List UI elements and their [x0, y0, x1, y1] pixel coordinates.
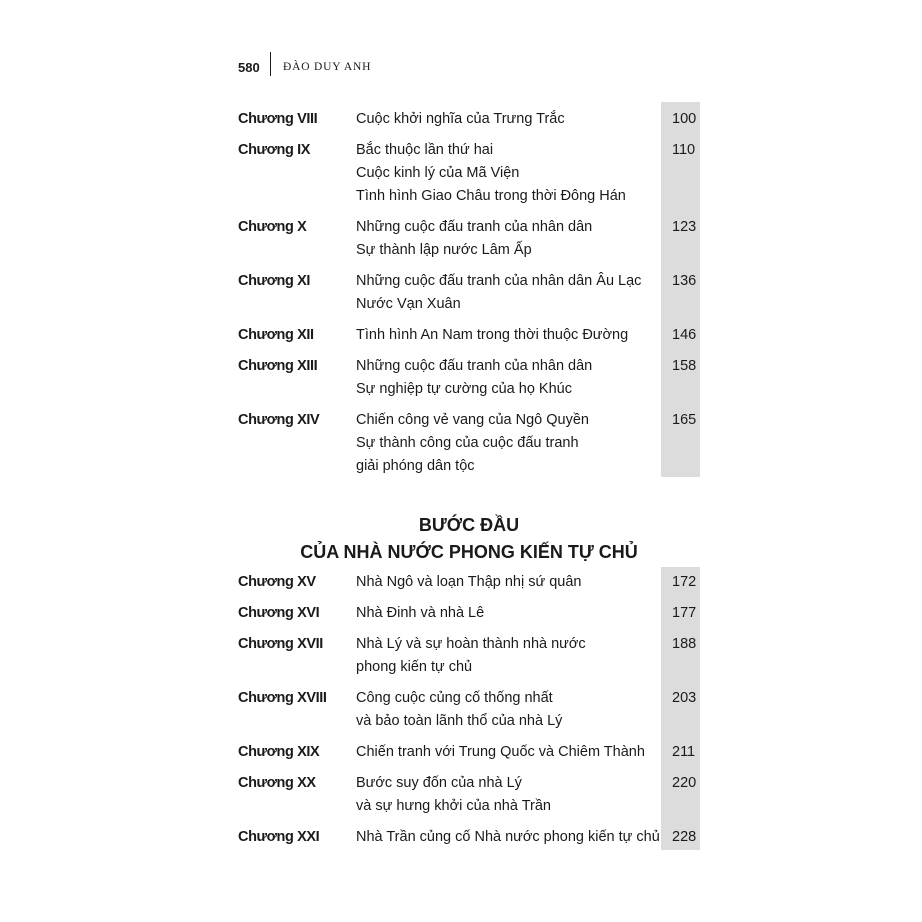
chapter-label: Chương IX: [238, 142, 310, 158]
chapter-title-line: Những cuộc đấu tranh của nhân dân: [356, 219, 593, 235]
toc-entry: [238, 270, 708, 316]
toc-entry: [238, 139, 708, 208]
chapter-title-line: Cuộc khởi nghĩa của Trưng Trắc: [356, 111, 565, 127]
chapter-titles: [356, 139, 661, 208]
chapter-page-number: 123: [672, 219, 697, 235]
chapter-title-line: Cuộc kinh lý của Mã Viện: [356, 165, 520, 181]
chapter-title-line: và bảo toàn lãnh thổ của nhà Lý: [356, 713, 563, 729]
toc-entry: [238, 355, 708, 401]
chapter-title-line: phong kiến tự chủ: [356, 659, 473, 675]
toc-list: [238, 108, 708, 486]
chapter-titles: [356, 772, 661, 818]
toc-entry: [238, 108, 708, 131]
chapter-title-line: và sự hưng khởi của nhà Trần: [356, 798, 551, 814]
chapter-title-line: Nhà Lý và sự hoàn thành nhà nước: [356, 636, 586, 652]
page-number: 580: [238, 60, 260, 75]
chapter-title-line: Công cuộc củng cố thống nhất: [356, 690, 553, 706]
chapter-label: Chương X: [238, 219, 307, 235]
chapter-page-number: 172: [672, 574, 697, 590]
chapter-title-line: Nhà Đinh và nhà Lê: [356, 605, 485, 621]
toc-entry: [238, 571, 708, 594]
chapter-title-line: Nhà Trần củng cố Nhà nước phong kiến tự chủ: [356, 829, 660, 845]
toc-entry: [238, 324, 708, 347]
chapter-page-number: 100: [672, 111, 697, 127]
chapter-title-line: Bắc thuộc lần thứ hai: [356, 142, 494, 158]
chapter-titles: [356, 216, 661, 262]
chapter-page-number: 203: [672, 690, 697, 706]
section-heading-line: CỦA NHÀ NƯỚC PHONG KIẾN TỰ CHỦ: [300, 542, 638, 562]
chapter-title-line: Chiến công vẻ vang của Ngô Quyền: [356, 412, 589, 428]
chapter-title-line: giải phóng dân tộc: [356, 458, 475, 474]
chapter-titles: [356, 602, 661, 625]
chapter-page-number: 177: [672, 605, 697, 621]
chapter-page-number: 211: [672, 744, 696, 760]
chapter-label: Chương XIV: [238, 412, 320, 428]
toc-entry: [238, 216, 708, 262]
chapter-titles: [356, 270, 661, 316]
toc-entry: [238, 772, 708, 818]
chapter-label: Chương XXI: [238, 829, 320, 845]
chapter-page-number: 146: [672, 327, 697, 343]
chapter-titles: [356, 108, 661, 131]
chapter-titles: [356, 571, 661, 594]
chapter-label: Chương XIX: [238, 744, 320, 760]
section-heading: [238, 512, 700, 566]
chapter-titles: [356, 741, 661, 764]
chapter-label: Chương XV: [238, 574, 316, 590]
chapter-label: Chương XVII: [238, 636, 323, 652]
toc-entry: [238, 633, 708, 679]
toc-list: [238, 571, 708, 857]
toc-entry: [238, 602, 708, 625]
chapter-label: Chương XII: [238, 327, 314, 343]
toc-entry: [238, 409, 708, 478]
chapter-label: Chương XX: [238, 775, 316, 791]
chapter-title-line: Bước suy đốn của nhà Lý: [356, 775, 522, 791]
chapter-page-number: 165: [672, 412, 697, 428]
header-divider: [270, 52, 271, 76]
chapter-page-number: 136: [672, 273, 697, 289]
chapter-titles: [356, 324, 661, 347]
chapter-title-line: Những cuộc đấu tranh của nhân dân Âu Lạc: [356, 273, 642, 289]
chapter-label: Chương XVIII: [238, 690, 327, 706]
chapter-page-number: 188: [672, 636, 697, 652]
chapter-label: Chương XI: [238, 273, 310, 289]
chapter-title-line: Tình hình Giao Châu trong thời Đông Hán: [356, 188, 626, 204]
chapter-label: Chương XVI: [238, 605, 320, 621]
chapter-page-number: 220: [672, 775, 697, 791]
chapter-title-line: Chiến tranh với Trung Quốc và Chiêm Thành: [356, 744, 645, 760]
chapter-titles: [356, 355, 661, 401]
chapter-titles: [356, 633, 661, 679]
author-name: ĐÀO DUY ANH: [283, 61, 372, 73]
chapter-title-line: Những cuộc đấu tranh của nhân dân: [356, 358, 593, 374]
chapter-title-line: Nước Vạn Xuân: [356, 296, 461, 312]
chapter-titles: [356, 826, 661, 849]
toc-entry: [238, 741, 708, 764]
chapter-page-number: 110: [672, 142, 696, 158]
chapter-label: Chương VIII: [238, 111, 318, 127]
chapter-page-number: 228: [672, 829, 697, 845]
chapter-title-line: Tình hình An Nam trong thời thuộc Đường: [356, 327, 629, 343]
chapter-titles: [356, 409, 661, 478]
chapter-title-line: Nhà Ngô và loạn Thập nhị sứ quân: [356, 574, 582, 590]
chapter-label: Chương XIII: [238, 358, 318, 374]
chapter-title-line: Sự thành công của cuộc đấu tranh: [356, 435, 579, 451]
section-heading-line: BƯỚC ĐẦU: [418, 515, 520, 535]
chapter-title-line: Sự thành lập nước Lâm Ấp: [356, 242, 532, 258]
chapter-page-number: 158: [672, 358, 697, 374]
chapter-titles: [356, 687, 661, 733]
toc-entry: [238, 687, 708, 733]
toc-entry: [238, 826, 708, 849]
chapter-title-line: Sự nghiệp tự cường của họ Khúc: [356, 381, 572, 397]
